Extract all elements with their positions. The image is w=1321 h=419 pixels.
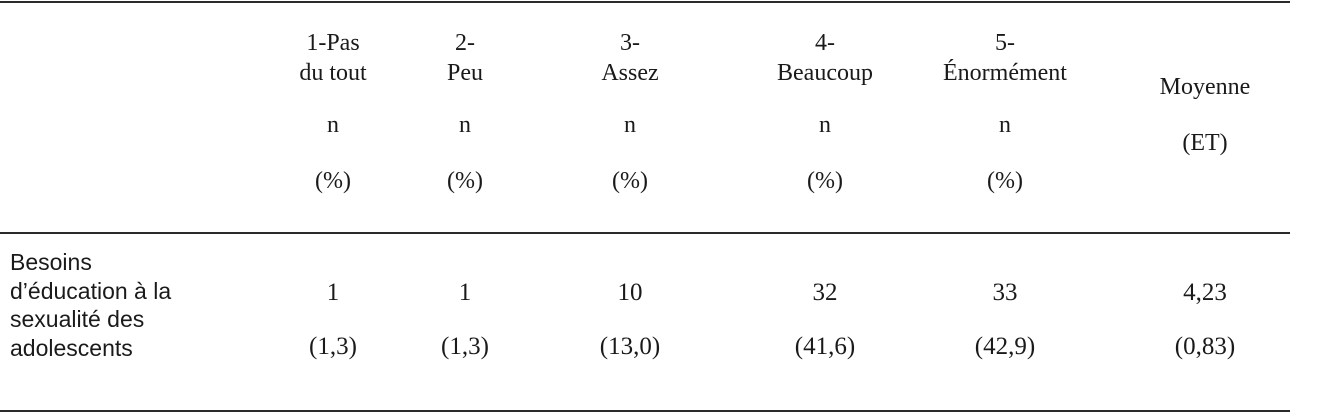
column-header-label: du tout: [299, 60, 367, 86]
column-header-1: [268, 28, 398, 196]
table-cell-4: [745, 278, 905, 362]
column-header-label: 3-: [620, 30, 640, 56]
row-label-line: sexualité des: [10, 306, 145, 332]
column-header-label: Énormément: [943, 60, 1067, 86]
column-header-n: n: [819, 112, 831, 138]
cell-percent: (13,0): [599, 333, 661, 360]
cell-count: 1: [458, 279, 472, 306]
cell-percent: (42,9): [974, 333, 1036, 360]
column-header-label: Peu: [447, 60, 483, 86]
cell-sd-value: (0,83): [1174, 333, 1236, 360]
column-header-label: Assez: [601, 60, 659, 86]
column-header-percent: (%): [987, 168, 1023, 194]
table-cell-mean: [1130, 278, 1280, 362]
column-header-percent: (%): [447, 168, 483, 194]
row-label-line: d’éducation à la: [10, 277, 172, 304]
row-label: [10, 248, 171, 362]
column-header-n: n: [999, 112, 1011, 138]
table-header-rule: [0, 232, 1290, 234]
cell-percent: (41,6): [794, 333, 856, 360]
cell-count: 33: [992, 279, 1018, 306]
column-header-label: 1-Pas: [306, 30, 360, 56]
column-header-3: [565, 28, 695, 196]
column-header-label: 2-: [455, 30, 475, 56]
column-header-label: Beaucoup: [777, 60, 873, 86]
column-header-label: 4-: [815, 30, 835, 56]
table-bottom-rule: [0, 410, 1290, 412]
table-cell-5: [915, 278, 1095, 362]
column-header-label: (ET): [1182, 130, 1228, 156]
table-cell-3: [565, 278, 695, 362]
column-header-2: [410, 28, 520, 196]
column-header-percent: (%): [807, 168, 843, 194]
cell-count: 1: [326, 279, 340, 306]
row-label-line: adolescents: [10, 334, 133, 361]
column-header-label: 5-: [995, 30, 1015, 56]
cell-mean-value: 4,23: [1183, 279, 1227, 306]
table-cell-1: [268, 278, 398, 362]
column-header-n: n: [624, 112, 636, 138]
cell-count: 32: [812, 279, 838, 306]
cell-count: 10: [617, 279, 643, 306]
column-header-percent: (%): [612, 168, 648, 194]
table-cell-2: [410, 278, 520, 362]
column-header-n: n: [459, 112, 471, 138]
column-header-5: [915, 28, 1095, 196]
column-header-label: Moyenne: [1159, 74, 1251, 100]
column-header-mean: [1130, 72, 1280, 158]
table-top-rule: [0, 1, 1290, 3]
row-label-line: Besoins: [10, 249, 92, 275]
column-header-n: n: [327, 112, 339, 138]
cell-percent: (1,3): [309, 333, 357, 360]
cell-percent: (1,3): [441, 333, 489, 360]
column-header-4: [745, 28, 905, 196]
column-header-percent: (%): [315, 168, 351, 194]
